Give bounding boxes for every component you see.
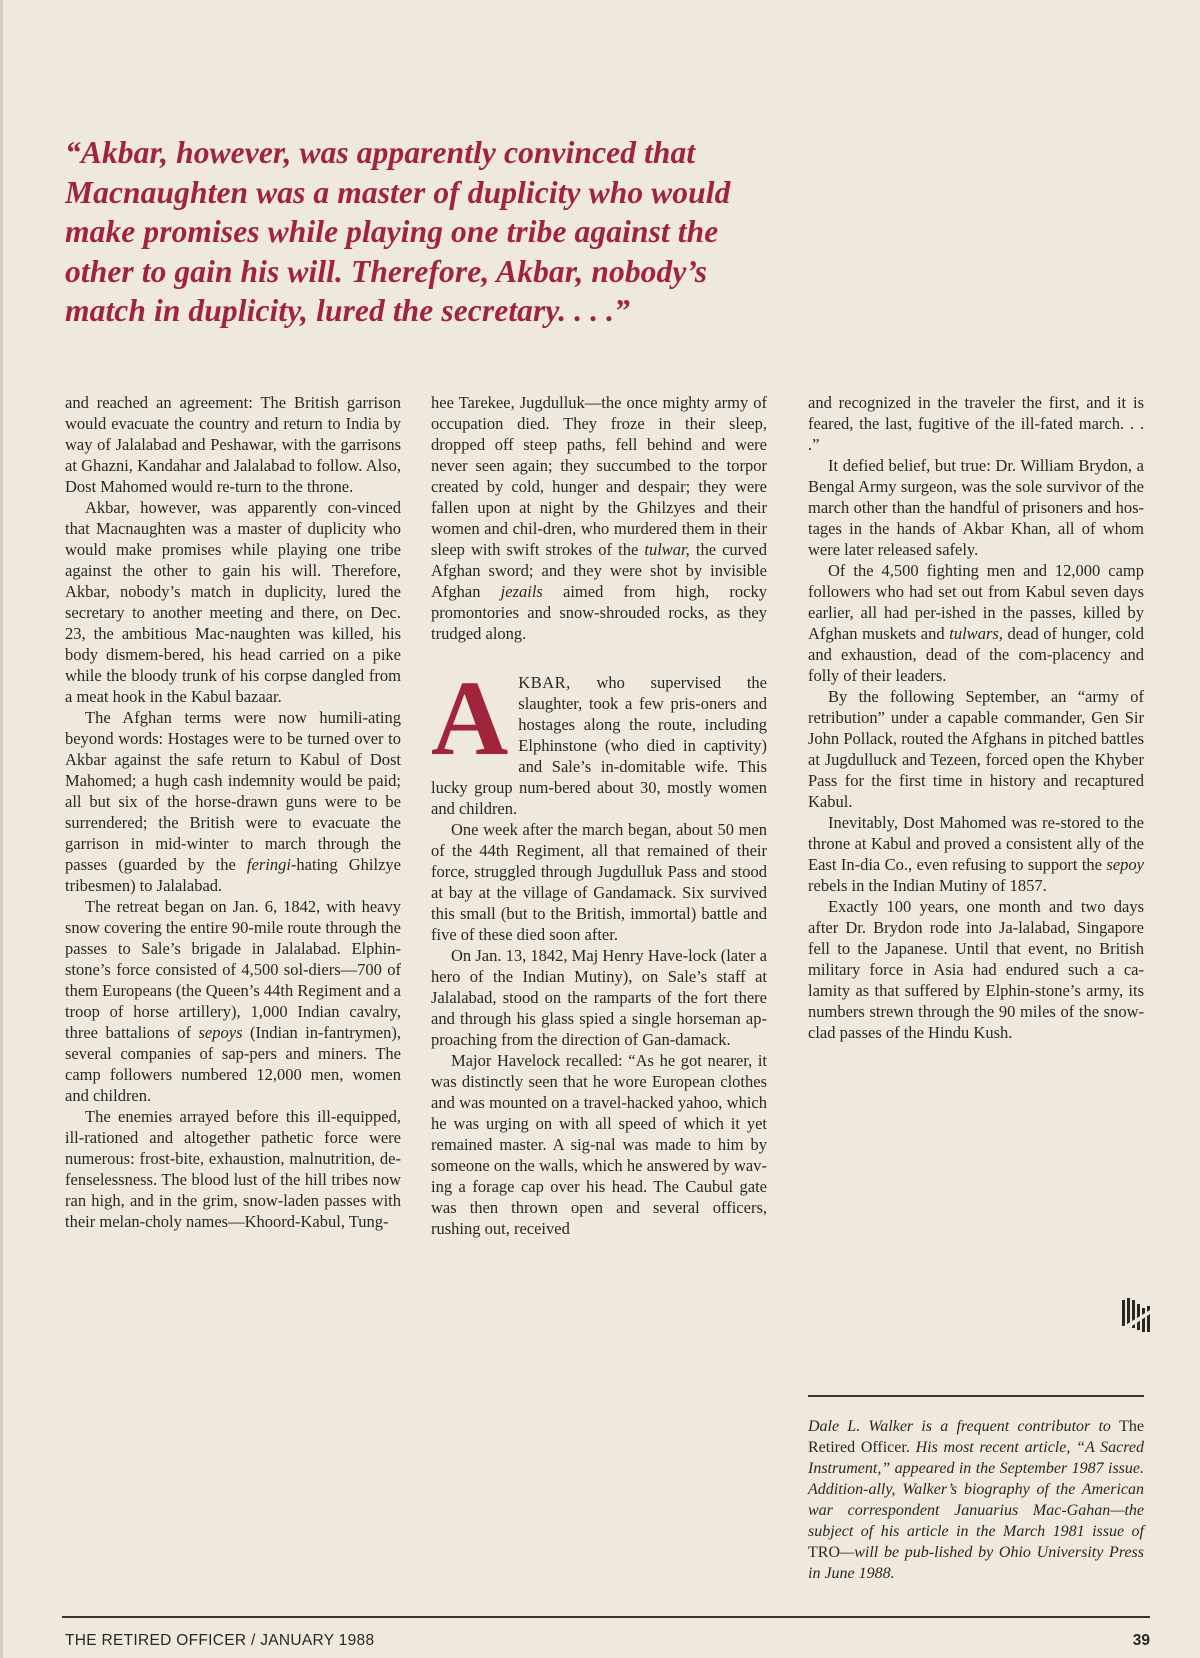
paragraph: By the following September, an “army of retribution” under a capable commander, Gen Sir John Pollack, routed the Afghans in pitched battles at Jugdulluck and Tezeen, forced open the Khyber Pass for the first time in history and recaptured Kabul.	[808, 687, 1144, 811]
text-run: Inevitably, Dost Mahomed was re-stored to the throne at Kabul and proved a consistent ally of the East In-dia Co., even refusing to support the	[808, 813, 1144, 874]
paragraph: On Jan. 13, 1842, Maj Henry Have-lock (later a hero of the Indian Mutiny), on Sale’s staff at Jalalabad, stood on the ramparts of the fort there and through his glass spied a single horseman ap-proaching from the direction of Gan-damack.	[431, 946, 767, 1049]
paragraph	[431, 392, 767, 644]
paragraph: Major Havelock recalled: “As he got nearer, it was distinctly seen that he wore European clothes and was mounted on a travel-hacked yahoo, which he was urging on with all speed of which it yet remained master. A sig-nal was made to him by someone on the walls, which he answered by wav-ing a forage cap over his head. The Caubul gate was then thrown open and several officers, rushing out, received	[431, 1051, 767, 1238]
pull-quote: “Akbar, however, was apparently convinced that Macnaughten was a master of duplicity who would make promises while playing one tribe against the other to gain his will. Therefore, Akbar, nobody’s match in duplicity, lured the secretary. . . .”	[65, 135, 731, 328]
text-run: His most recent article, “A Sacred Instrument,” appeared in the September 1987 issue. Addition-ally, Walker’s biography of the American war correspondent Januarius Mac-Gahan—the subject of his article in the March 1981 issue of	[808, 1439, 1145, 1540]
paragraph: and reached an agreement: The British garrison would evacuate the country and return to India by way of Jalalabad and Peshawar, with the garrisons at Ghazni, Kandahar and Jalalabad to follow. Also, Dost Mahomed would re-turn to the throne.	[65, 393, 401, 496]
text-run: The Afghan terms were now humili-ating beyond words: Hostages were to be turned over to Akbar against the safe return to Kabul of Dost Mahomed; a hugh cash indemnity would be paid; all but six of the horse-drawn guns were to be surrendered; the British were to evacuate the garrison in mid-winter to march through the passes (guarded by the	[65, 708, 401, 874]
paragraph: The enemies arrayed before this ill-equipped, ill-rationed and altogether pathetic force were numerous: frost-bite, exhaustion, malnutrition, de-fenselessness. The blood lust of the hill tribes now ran high, and in the grim, snow-laden passes with their melan-choly names—Khoord-Kabul, Tung-	[65, 1107, 401, 1231]
text-run: Of the 4,500 fighting men and 12,000 camp followers who had set out from Kabul seven days earlier, all had per-ished in the passes, killed by Afghan muskets and	[808, 561, 1144, 643]
text-run: hee Tarekee, Jugdulluk—the once mighty army of occupation died. They froze in their sleep, dropped off steep paths, fell behind and were never seen again; they succumbed to the torpor created by cold, hunger and despair; they were fallen upon at night by the Ghilzyes and their women and chil-dren, who murdered them in their sleep with swift strokes of the	[431, 393, 767, 559]
paragraph	[65, 896, 401, 1106]
footer-divider	[62, 1616, 1150, 1618]
paragraph-with-dropcap	[431, 660, 767, 819]
text-run: —will be pub-lished by Ohio University Press in June 1988.	[808, 1544, 1144, 1582]
text-run: (Indian in-fantrymen), several companies of sap-pers and miners. The camp followers numbered 12,000 men, women and children.	[65, 1023, 401, 1105]
paragraph: It defied belief, but true: Dr. William Brydon, a Bengal Army surgeon, was the sole survivor of the march other than the handful of prisoners and hos-tages in the hands of Akbar Khan, all of whom were later released safely.	[808, 456, 1144, 559]
paragraph	[65, 707, 401, 896]
page-number: 39	[1132, 1632, 1150, 1649]
paragraph: Akbar, however, was apparently con-vinced that Macnaughten was a master of duplicity who would make promises while playing one tribe against the other to gain his will. Therefore, Akbar, nobody’s match in duplicity, lured the secretary to another meeting and there, on Dec. 23, the ambitious Mac-naughten was killed, his body dismem-bered, his head carried on a pike while the bloody trunk of his corpse dangled from a meat hook in the Kabul bazaar.	[65, 498, 401, 706]
text-run: rebels in the Indian Mutiny of 1857.	[808, 876, 1047, 895]
paragraph	[808, 560, 1144, 686]
running-footer: THE RETIRED OFFICER / JANUARY 1988	[65, 1632, 375, 1649]
text-run: Dale L. Walker is a frequent contributor to	[808, 1418, 1120, 1435]
magazine-end-mark-icon	[1120, 1296, 1152, 1336]
paragraph: and recognized in the traveler the first, and it is feared, the last, fugitive of the ill-fated march. . . .”	[808, 393, 1144, 454]
italic-term: feringi	[246, 855, 291, 874]
publication-name: TRO	[808, 1544, 840, 1561]
small-caps-lead: KBAR,	[518, 673, 571, 692]
italic-term: sepoy	[1106, 855, 1144, 874]
italic-term: jezails	[500, 582, 543, 601]
drop-cap: A	[431, 660, 509, 778]
text-run: dead of hunger, cold and exhaustion, dead of the com-placency and folly of their leaders.	[808, 624, 1144, 685]
text-run: who supervised the slaughter, took a few pris-oners and hostages along the route, including Elphinstone (who died in captivity) and Sale’s in-domitable wife. This lucky group num-bered about 30, mostly women and children.	[431, 673, 767, 818]
column-2	[431, 392, 767, 1239]
italic-term: tulwar,	[644, 540, 690, 559]
page-edge	[0, 0, 3, 1658]
column-3	[808, 392, 1144, 1043]
text-run: aimed from high, rocky promontories and snow-shrouded rocks, as they trudged along.	[431, 582, 767, 643]
text-run: the curved Afghan sword; and they were shot by invisible Afghan	[431, 540, 767, 601]
italic-term: tulwars,	[949, 624, 1003, 643]
publication-name: The Retired Officer.	[808, 1418, 1144, 1456]
paragraph: One week after the march began, about 50 men of the 44th Regiment, all that remained of their force, struggled through Jugdulluk Pass and stood at bay at the village of Gandamack. Six survived this small (but to the British, immortal) battle and five of these died soon after.	[431, 820, 767, 944]
paragraph: Exactly 100 years, one month and two days after Dr. Brydon rode into Ja-lalabad, Singapore fell to the Japanese. Until that event, no British military force in Asia had endured such a ca-lamity as that suffered by Elphin-stone’s army, its numbers strewn through the 90 miles of the snow-clad passes of the Hindu Kush.	[808, 897, 1144, 1042]
column-1	[65, 392, 401, 1232]
bio-divider	[808, 1395, 1144, 1397]
text-run: -hating Ghilzye tribesmen) to Jalalabad.	[65, 855, 401, 895]
italic-term: sepoys	[198, 1023, 243, 1042]
text-run: The retreat began on Jan. 6, 1842, with heavy snow covering the entire 90-mile route through the passes to Sale’s brigade in Jalalabad. Elphin-stone’s force consisted of 4,500 sol-diers—700 of them Europeans (the Queen’s 44th Regiment and a troop of horse artillery), 1,000 Indian cavalry, three battalions of	[65, 897, 401, 1042]
author-bio	[808, 1416, 1144, 1584]
paragraph	[808, 812, 1144, 896]
